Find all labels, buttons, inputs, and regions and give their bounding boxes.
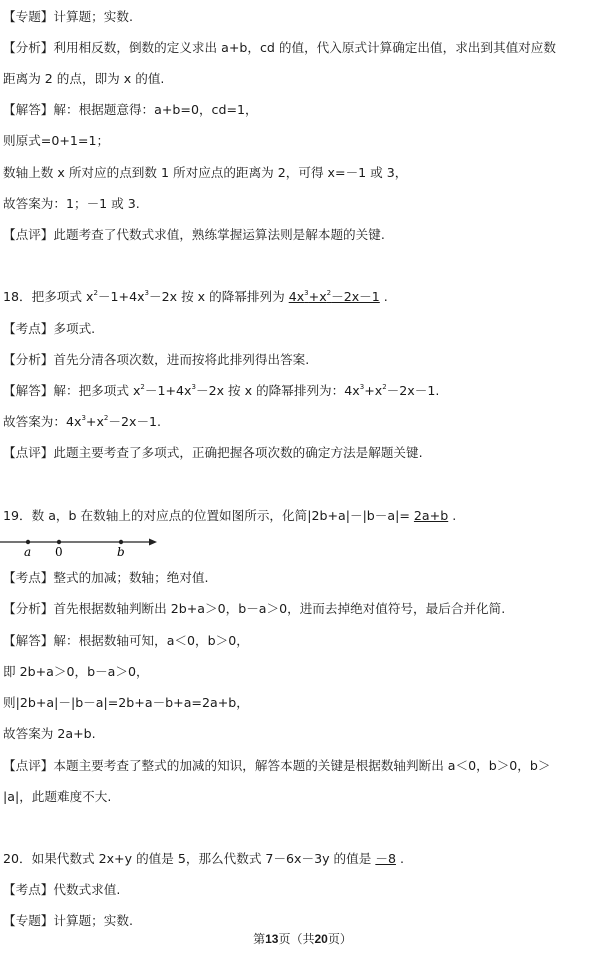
sol-text: 【解答】解：把多项式 x bbox=[3, 383, 141, 398]
analysis-line-1: 【分析】利用相反数，倒数的定义求出 a+b，cd 的值，代入原式计算确定出值，求出到其值对应数 bbox=[3, 40, 556, 55]
exponent: 3 bbox=[191, 383, 196, 391]
q20-end: . bbox=[399, 851, 404, 866]
point-0 bbox=[57, 540, 61, 544]
comment-line-2: |a|，此题难度不大. bbox=[3, 789, 112, 804]
label-0: 0 bbox=[55, 545, 63, 559]
solution-line: 即 2b+a＞0，b－a＞0， bbox=[3, 664, 149, 679]
keypoint-line: 【考点】整式的加减；数轴；绝对值. bbox=[3, 570, 209, 585]
total-pages: 20 bbox=[314, 932, 328, 946]
exponent: 3 bbox=[144, 289, 150, 297]
solution-line: 【解答】解：根据数轴可知，a＜0，b＞0， bbox=[3, 633, 249, 648]
arrow-icon bbox=[149, 539, 157, 546]
label-b: b bbox=[117, 545, 125, 559]
ans-text: +x bbox=[85, 414, 104, 429]
exponent: 3 bbox=[304, 289, 309, 297]
label-a: a bbox=[24, 545, 32, 559]
comment-line-1: 【点评】本题主要考查了整式的加减的知识，解答本题的关键是根据数轴判断出 a＜0，b＞0，b＞ bbox=[3, 758, 551, 773]
blank-text: －2x－1 bbox=[331, 289, 380, 304]
ans-text: －2x－1. bbox=[108, 414, 162, 429]
q18-text: －2x 按 x 的降幂排列为 bbox=[149, 289, 285, 304]
exponent: 2 bbox=[382, 383, 387, 391]
exponent: 3 bbox=[359, 383, 365, 391]
point-b bbox=[119, 540, 123, 544]
exponent: 2 bbox=[93, 289, 98, 297]
answer-line: 故答案为 2a+b. bbox=[3, 726, 96, 741]
sol-text: －2x 按 x 的降幂排列为：4x bbox=[195, 383, 360, 398]
sol-text: +x bbox=[364, 383, 383, 398]
question-20 bbox=[3, 850, 601, 868]
solution-line: 则原式=0+1=1； bbox=[3, 133, 110, 148]
question-18 bbox=[3, 288, 601, 306]
ans-text: 故答案为：4x bbox=[3, 414, 82, 429]
blank-text: 4x bbox=[288, 289, 305, 304]
point-a bbox=[26, 540, 30, 544]
topic-line: 【专题】计算题；实数. bbox=[3, 913, 133, 928]
keypoint-line: 【考点】代数式求值. bbox=[3, 882, 121, 897]
topic-line: 【专题】计算题；实数. bbox=[3, 9, 133, 24]
exponent: 3 bbox=[81, 414, 86, 422]
comment-line: 【点评】此题主要考查了多项式，正确把握各项次数的确定方法是解题关键. bbox=[3, 445, 423, 460]
solution-line: 【解答】解：根据题意得：a+b=0，cd=1， bbox=[3, 102, 258, 117]
q20-text: 20．如果代数式 2x+y 的值是 5，那么代数式 7－6x－3y 的值是 bbox=[3, 851, 372, 866]
answer-line: 故答案为：1；－1 或 3. bbox=[3, 196, 140, 211]
analysis-line-2: 距离为 2 的点，即为 x 的值. bbox=[3, 71, 165, 86]
answer-blank: 2a+b bbox=[413, 508, 449, 523]
answer-blank bbox=[285, 289, 384, 304]
sol-text: －1+4x bbox=[144, 383, 192, 398]
q18-text: 18．把多项式 x bbox=[3, 289, 94, 304]
blank-text: +x bbox=[308, 289, 327, 304]
footer-prefix: 第 bbox=[253, 932, 266, 946]
answer-line bbox=[3, 413, 601, 431]
comment-line: 【点评】此题考查了代数式求值，熟练掌握运算法则是解本题的关键. bbox=[3, 227, 385, 242]
solution-line: 数轴上数 x 所对应的点到数 1 所对应点的距离为 2，可得 x=－1 或 3， bbox=[3, 165, 408, 180]
analysis-line: 【分析】首先根据数轴判断出 2b+a＞0，b－a＞0，进而去掉绝对值符号，最后合并化简. bbox=[3, 601, 506, 616]
q18-end: . bbox=[383, 289, 388, 304]
page-footer bbox=[0, 930, 605, 948]
keypoint-line: 【考点】多项式. bbox=[3, 321, 96, 336]
exponent: 2 bbox=[326, 289, 332, 297]
exponent: 2 bbox=[103, 414, 109, 422]
solution-line: 则|2b+a|－|b－a|=2b+a－b+a=2a+b， bbox=[3, 695, 249, 710]
answer-blank: －8 bbox=[375, 851, 396, 866]
sol-text: －2x－1. bbox=[386, 383, 440, 398]
footer-suffix: 页） bbox=[327, 932, 352, 946]
q19-text: 19．数 a，b 在数轴上的对应点的位置如图所示，化简|2b+a|－|b－a|= bbox=[3, 508, 410, 523]
page-number: 13 bbox=[265, 932, 279, 946]
question-19 bbox=[3, 507, 601, 525]
footer-middle: 页（共 bbox=[278, 932, 315, 946]
exponent: 2 bbox=[140, 383, 145, 391]
solution-line bbox=[3, 382, 601, 400]
number-line-figure bbox=[0, 530, 170, 560]
q19-end: . bbox=[452, 508, 457, 523]
analysis-line: 【分析】首先分清各项次数，进而按将此排列得出答案. bbox=[3, 352, 310, 367]
q18-text: －1+4x bbox=[97, 289, 145, 304]
